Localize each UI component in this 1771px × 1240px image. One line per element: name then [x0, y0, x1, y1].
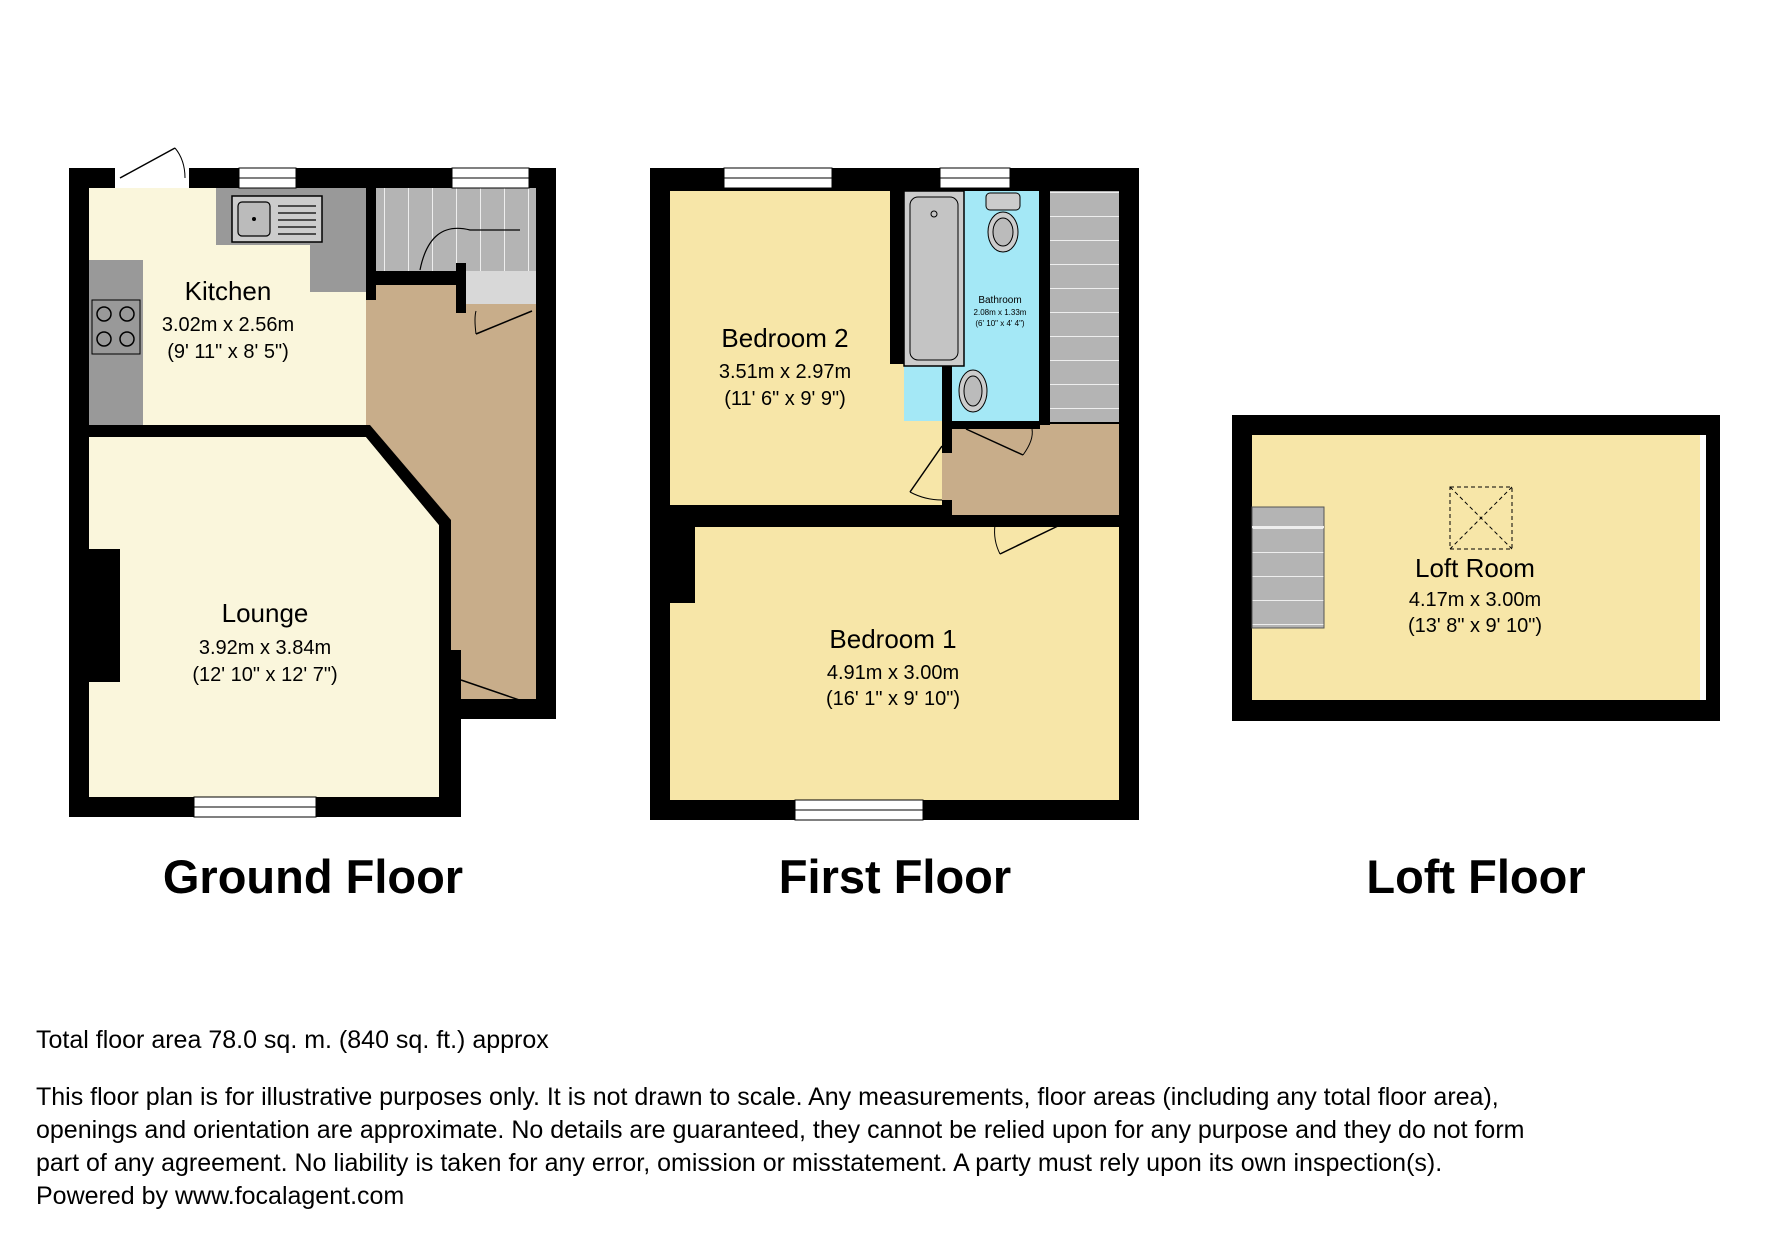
bedroom-2-imperial: (11' 6" x 9' 9") [724, 388, 846, 410]
first-floor-title: First Floor [778, 850, 1012, 903]
sink-icon [232, 196, 322, 242]
total-floor-area: Total floor area 78.0 sq. m. (840 sq. ft.) approx [36, 1026, 549, 1054]
bedroom-2-window [724, 168, 832, 188]
disclaimer-line: openings and orientation are approximate. No details are guaranteed, they cannot be relied upon for any purpose and they do not form [36, 1116, 1525, 1144]
bedroom-1-metric: 4.91m x 3.00m [826, 662, 960, 684]
first-floor-plan [650, 168, 1139, 903]
disclaimer-line: part of any agreement. No liability is taken for any error, omission or misstatement. A party must rely upon its own inspection(s). [36, 1149, 1443, 1177]
chimney-breast [89, 549, 120, 682]
cupboard-wall [456, 263, 466, 313]
bathroom-bottom-wall [942, 421, 1040, 429]
first-landing [942, 424, 1119, 515]
kitchen-metric: 3.02m x 2.56m [161, 314, 295, 336]
kitchen-back-door-gap [115, 168, 189, 188]
bathroom-imperial: (6' 10" x 4' 4") [975, 319, 1025, 328]
bedroom-2-metric: 3.51m x 2.97m [718, 361, 852, 383]
lounge-metric: 3.92m x 3.84m [198, 637, 332, 659]
stairs-window [452, 168, 529, 188]
bedroom-1-window [795, 800, 923, 820]
bathroom-metric: 2.08m x 1.33m [973, 308, 1027, 317]
basin-icon [959, 370, 987, 412]
bedroom-1-chimney [670, 527, 695, 603]
ground-floor-title: Ground Floor [162, 850, 464, 903]
bath-icon [904, 191, 964, 366]
landing-left-wall-b [942, 500, 952, 527]
loft-floor-title: Loft Floor [1366, 850, 1586, 903]
disclaimer [36, 1081, 1736, 1213]
bathroom-window [940, 168, 1010, 188]
kitchen-label: Kitchen [184, 276, 272, 306]
toilet-icon [986, 193, 1020, 252]
landing-left-wall [942, 438, 952, 453]
hob-icon [92, 300, 140, 354]
kitchen-window [239, 168, 296, 188]
lounge-window [194, 797, 316, 817]
disclaimer-line: This floor plan is for illustrative purposes only. It is not drawn to scale. Any measurements, floor areas (including any total floor area), [36, 1083, 1499, 1111]
lounge-label: Lounge [221, 598, 309, 628]
loft-room-imperial: (13' 8" x 9' 10") [1407, 615, 1543, 637]
kitchen-imperial: (9' 11" x 8' 5") [167, 341, 289, 363]
stairs-wall [366, 188, 376, 300]
bedroom-divider-wall [670, 515, 1119, 527]
first-stairs [1050, 191, 1119, 422]
stairs-bath-wall [1040, 191, 1050, 425]
hall-inner-wall [451, 650, 461, 800]
bathroom-left-wall [890, 191, 904, 364]
under-stairs-cupboard [466, 271, 536, 304]
bathroom-label: Bathroom [978, 295, 1022, 306]
loft-right-strip [1700, 435, 1706, 700]
bedroom-2-label: Bedroom 2 [721, 323, 849, 353]
loft-stairs [1252, 507, 1324, 628]
loft-floor-plan [1232, 415, 1720, 903]
loft-room-metric: 4.17m x 3.00m [1408, 589, 1542, 611]
loft-room-label: Loft Room [1415, 553, 1535, 583]
bedroom-1-label: Bedroom 1 [829, 624, 957, 654]
powered-by-line: Powered by www.focalagent.com [36, 1182, 405, 1210]
ground-floor-plan [69, 148, 556, 903]
bedroom-1-imperial: (16' 1" x 9' 10") [825, 688, 961, 710]
lounge-imperial: (12' 10" x 12' 7") [192, 664, 338, 686]
